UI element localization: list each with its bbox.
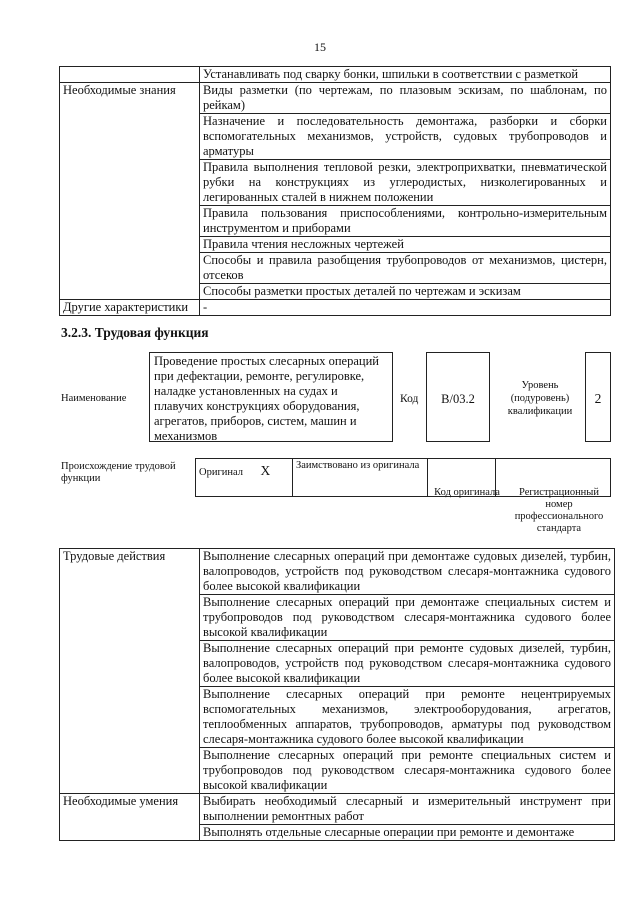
borrowed-label: Заимствовано из оригинала — [293, 459, 428, 497]
original-label: Оригинал — [196, 459, 258, 497]
table-row — [60, 549, 615, 595]
row-item: Выполнение слесарных операций при ремонте нецентрируемых вспомогательных механизмов, электрооборудования, агрегатов, теплообменных аппаратов, трубопроводов, арматуры под руководством слесаря-монтажника судового более высокой квалификации — [200, 687, 615, 748]
row-item: Выполнение слесарных операций при демонтаже специальных систем и трубопроводов под руководством слесаря-монтажника судового более высокой квалификации — [200, 595, 615, 641]
original-mark: X — [258, 459, 293, 497]
row-item: Выполнение слесарных операций при ремонте судовых дизелей, турбин, валопроводов, устройств под руководством слесаря-монтажника судового более высокой квалификации — [200, 641, 615, 687]
page-number: 15 — [314, 40, 326, 54]
name-label: Наименование — [61, 393, 127, 404]
function-code-box: B/03.2 — [426, 352, 490, 442]
table-row — [60, 794, 615, 825]
section-title: 3.2.3. Трудовая функция — [61, 325, 209, 340]
row-item: Назначение и последовательность демонтажа, разборки и сборки вспомогательных механизмов, устройств, судовых трубопроводов и арматуры — [200, 114, 611, 160]
row-item: Способы разметки простых деталей по чертежам и эскизам — [200, 284, 611, 300]
row-item: Правила пользования приспособлениями, контрольно-измерительным инструментом и приборами — [200, 206, 611, 237]
row-item: - — [200, 300, 611, 316]
origin-label: Происхождение трудовой функции — [61, 461, 176, 484]
row-label: Другие характеристики — [60, 300, 200, 316]
row-label: Трудовые действия — [60, 549, 200, 794]
row-label: Необходимые умения — [60, 794, 200, 841]
code-original-caption: Код оригинала — [434, 487, 500, 498]
code-label: Код — [400, 393, 419, 405]
labor-actions-table — [59, 548, 615, 841]
row-item: Виды разметки (по чертежам, по плазовым эскизам, по шаблонам, по рейкам) — [200, 83, 611, 114]
row-item: Выбирать необходимый слесарный и измерительный инструмент при выполнении ремонтных работ — [200, 794, 615, 825]
qualification-level-label: Уровень (подуровень) квалификации — [507, 380, 573, 417]
table-row — [60, 300, 611, 316]
table-row — [60, 67, 611, 83]
row-item: Способы и правила разобщения трубопроводов от механизмов, цистерн, отсеков — [200, 253, 611, 284]
qualification-level-box: 2 — [585, 352, 611, 442]
table-row — [60, 83, 611, 114]
row-item: Выполнение слесарных операций при демонтаже судовых дизелей, турбин, валопроводов, устройств под руководством слесаря-монтажника судового более высокой квалификации — [200, 549, 615, 595]
reg-number-caption: Регистрационный номер профессионального стандарта — [514, 487, 604, 534]
function-name-box: Проведение простых слесарных операций при дефектации, ремонте, регулировке, наладке установленных на судах и плавучих конструкциях оборудования, агрегатов, приборов, систем, машин и механизмов — [149, 352, 393, 442]
knowledge-table — [59, 66, 611, 316]
row-item: Выполнение слесарных операций при ремонте специальных систем и трубопроводов под руководством слесаря-монтажника судового более высокой квалификации — [200, 748, 615, 794]
row-label — [60, 67, 200, 83]
row-item: Устанавливать под сварку бонки, шпильки в соответствии с разметкой — [200, 67, 611, 83]
row-item: Правила чтения несложных чертежей — [200, 237, 611, 253]
row-label: Необходимые знания — [60, 83, 200, 300]
row-item: Правила выполнения тепловой резки, электроприхватки, пневматической рубки на конструкциях из углеродистых, низколегированных и легированных сталей в нижнем положении — [200, 160, 611, 206]
row-item: Выполнять отдельные слесарные операции при ремонте и демонтаже — [200, 825, 615, 841]
